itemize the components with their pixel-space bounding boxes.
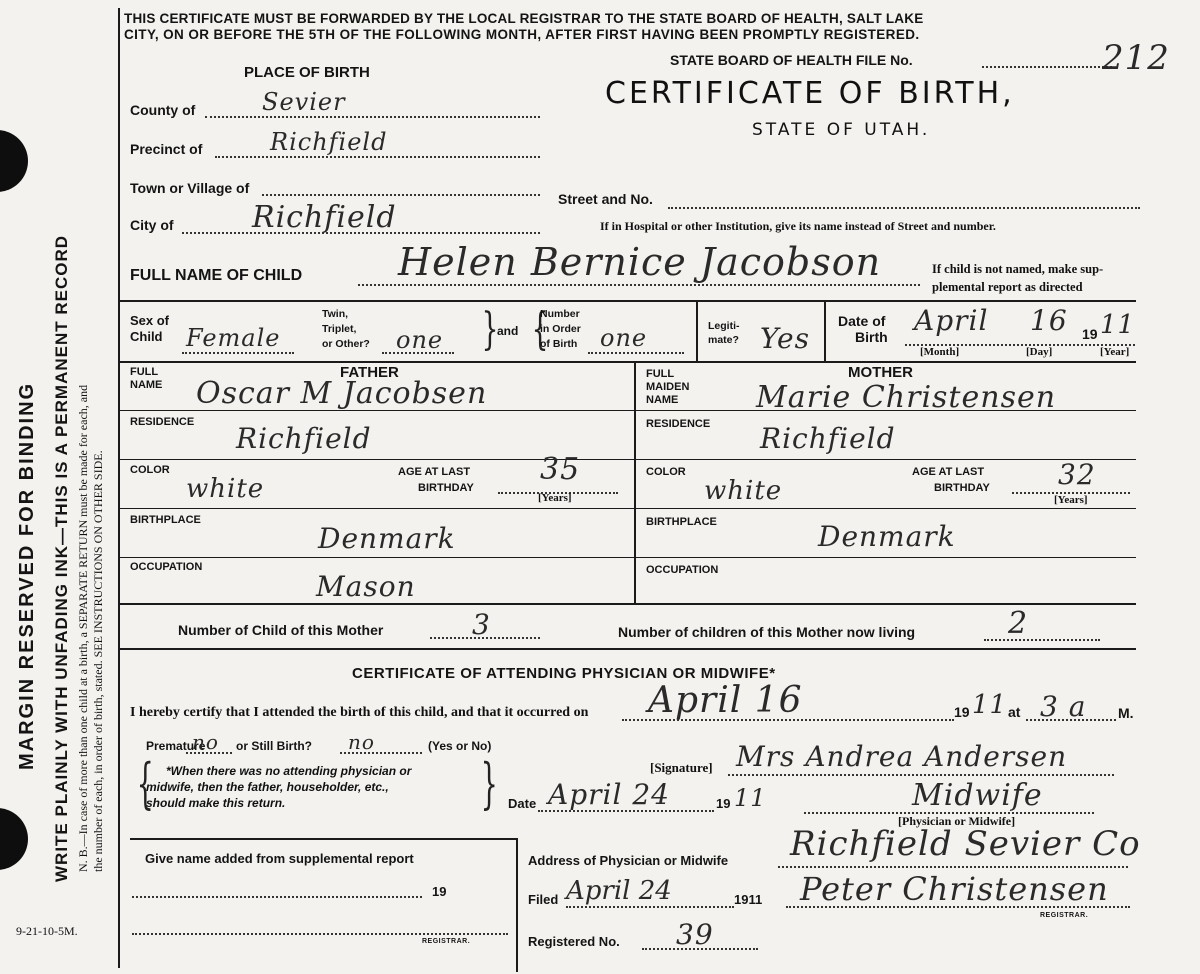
day-caption: [Day] xyxy=(1026,346,1053,358)
child-name-note-2: plemental report as directed xyxy=(932,280,1083,294)
filed-date: April 24 xyxy=(566,876,672,906)
registrar-signature: Peter Christensen xyxy=(800,870,1109,908)
dob-day: 16 xyxy=(1030,304,1068,337)
twin-label-3: or Other? xyxy=(322,338,370,350)
physician-address: Richfield Sevier Co xyxy=(790,824,1141,864)
registrar-caption: REGISTRAR. xyxy=(1040,912,1089,919)
supplemental-label: Give name added from supplemental report xyxy=(145,851,414,866)
year-caption: [Year] xyxy=(1100,346,1130,358)
binding-hole-bottom xyxy=(0,808,28,870)
street-label: Street and No. xyxy=(558,191,653,207)
signed-date: April 24 xyxy=(548,778,670,811)
mother-residence-label: RESIDENCE xyxy=(646,418,711,430)
mother-color-value: white xyxy=(704,476,783,506)
birth-certificate: MARGIN RESERVED FOR BINDING WRITE PLAINLY WITH UNFADING INK—THIS IS A PERMANENT RECORD N. B.—In case of more than one child at a birth, a SEPARATE RETURN must be made for each, and the number of each, in order of birth, stated. SEE INSTRUCTIONS ON OTHER SIDE. 9-21-10-5M. THIS CERTIFICATE MUST BE FORWARDED BY THE LOCAL REGISTRAR TO THE STATE BOARD OF HEALTH, SALT LAKE CITY, ON OR BEFORE THE 5TH OF THE FOLLOWING MONTH, AFTER FIRST HAVING BEEN PROMPTLY REGISTERED. STATE BOARD OF HEALTH FILE No. 212 CERTIFICATE OF BIRTH, STATE OF UTAH. PLACE OF BIRTH County of Sevier Precinct of Richfield Town or Village of City of Richfield Street and No. If in Hospital or other Institution, give its name instead of Street and number. FULL NAME OF CHILD Helen Bernice Jacobson If child is not named, make sup- plemental report as directed Sex of Child Female Twin, Triplet, or Other? one } and { Number in Order of Birth one Legiti- mate? Yes Date of Birth April 16 19 11 [Month] [Day] [Year] FULL NAME FATHER Oscar M Jacobsen RESIDENCE Richfield COLOR white AGE AT LAST BIRTHDAY 35 [Years] BIRTHPLACE Denmark OCCUPATION Mason FULL MAIDEN NAME MOTHER Marie Christensen RESIDENCE Richfield COLOR white AGE AT LAST BIRTHDAY 32 [Years] BIRTHPLACE Denmark OCCUPATION Number of Child of this Mother 3 Number of children of this Mother now living 2 CERTIFICATE OF ATTENDING PHYSICIAN OR MIDWIFE* I hereby certify that I attended the birth of this child, and that it occurred on April 16 19 11 at 3 a M. Premature no or Still Birth? no (Yes or No) { *When there was no attending physician or midwife, then the father, householder, etc., should make this return. } [Signature] Mrs Andrea Andersen Date April 24 19 11 Midwife [Physician or Midwife] Address of Physician or Midwife Richfield Sevier Co Give name added from supplemental report 19 REGISTRAR. Filed April 24 1911 Peter Christensen REGISTRAR. Registered No. 39 xyxy=(0,0,1200,974)
order-value: one xyxy=(600,324,648,352)
attended-birth-date: April 16 xyxy=(648,680,803,721)
twin-value: one xyxy=(396,326,444,354)
father-name-label-1: FULL xyxy=(130,366,159,378)
precinct-label: Precinct of xyxy=(130,141,203,157)
registered-number-label: Registered No. xyxy=(528,934,620,949)
dob-label-1: Date of xyxy=(838,313,886,329)
state-title: STATE OF UTAH. xyxy=(752,120,931,140)
legit-label-1: Legiti- xyxy=(708,320,740,332)
sex-label-1: Sex of xyxy=(130,313,170,328)
file-number: 212 xyxy=(1102,38,1170,78)
place-of-birth-heading: PLACE OF BIRTH xyxy=(244,64,370,81)
mother-years-caption: [Years] xyxy=(1054,494,1088,506)
mother-birthplace-label: BIRTHPLACE xyxy=(646,516,717,528)
supplemental-registrar-caption: REGISTRAR. xyxy=(422,938,471,945)
address-label: Address of Physician or Midwife xyxy=(528,853,729,868)
premature-value: no xyxy=(192,730,219,754)
child-name-value: Helen Bernice Jacobson xyxy=(398,240,882,284)
mother-age-label-2: BIRTHDAY xyxy=(934,482,990,494)
father-age-label-1: AGE AT LAST xyxy=(398,466,471,478)
file-number-label: STATE BOARD OF HEALTH FILE No. xyxy=(670,52,913,68)
mother-color-label: COLOR xyxy=(646,466,686,478)
header-line-2: CITY, ON OR BEFORE THE 5TH OF THE FOLLOWING MONTH, AFTER FIRST HAVING BEEN PROMPTLY REGISTERED. xyxy=(124,27,920,42)
dob-label-2: Birth xyxy=(855,329,888,345)
precinct-value: Richfield xyxy=(270,128,388,156)
mother-age-label-1: AGE AT LAST xyxy=(912,466,985,478)
m-label: M. xyxy=(1118,705,1134,721)
mother-birthplace-value: Denmark xyxy=(818,520,956,553)
physician-role: Midwife xyxy=(912,778,1043,813)
father-residence-value: Richfield xyxy=(236,422,372,455)
header-line-1: THIS CERTIFICATE MUST BE FORWARDED BY THE LOCAL REGISTRAR TO THE STATE BOARD OF HEALTH, SALT LAKE xyxy=(124,11,924,26)
father-years-caption: [Years] xyxy=(538,492,572,504)
permanent-record-text: WRITE PLAINLY WITH UNFADING INK—THIS IS A PERMANENT RECORD xyxy=(52,234,71,882)
certificate-title: CERTIFICATE OF BIRTH, xyxy=(605,76,1015,111)
father-age-value: 35 xyxy=(540,452,581,487)
attended-year: 11 xyxy=(972,690,1008,720)
twin-label-2: Triplet, xyxy=(322,323,357,335)
child-number-value: 3 xyxy=(472,608,491,641)
legit-label-2: mate? xyxy=(708,334,739,346)
father-residence-label: RESIDENCE xyxy=(130,416,195,428)
note-line-3: should make this return. xyxy=(146,796,286,810)
order-label-1: Number xyxy=(540,308,580,320)
sex-label-2: Child xyxy=(130,329,163,344)
sex-value: Female xyxy=(186,324,281,352)
margin-reserved-text: MARGIN RESERVED FOR BINDING xyxy=(16,381,38,770)
legit-value: Yes xyxy=(760,322,810,355)
date-label: Date xyxy=(508,796,537,811)
order-label-2: in Order xyxy=(540,323,581,335)
nb-note-line2: the number of each, in order of birth, stated. SEE INSTRUCTIONS ON OTHER SIDE. xyxy=(91,450,105,872)
physician-heading: CERTIFICATE OF ATTENDING PHYSICIAN OR MIDWIFE* xyxy=(352,665,776,682)
role-caption: [Physician or Midwife] xyxy=(898,814,1016,828)
father-name-value: Oscar M Jacobsen xyxy=(196,376,488,411)
month-caption: [Month] xyxy=(920,346,960,358)
mother-name-value: Marie Christensen xyxy=(756,380,1057,415)
premature-label: Premature xyxy=(146,739,206,753)
and-label: and xyxy=(497,324,519,338)
at-label: at xyxy=(1008,704,1021,720)
child-name-label: FULL NAME OF CHILD xyxy=(130,267,303,284)
mother-heading: MOTHER xyxy=(848,364,913,381)
county-value: Sevier xyxy=(262,88,346,116)
twin-label-1: Twin, xyxy=(322,308,349,320)
note-line-1: *When there was no attending physician or xyxy=(166,764,412,778)
child-number-label: Number of Child of this Mother xyxy=(178,622,384,638)
nb-note-line1: N. B.—In case of more than one child at a birth, a SEPARATE RETURN must be made for each, and xyxy=(76,384,90,872)
father-color-value: white xyxy=(186,474,265,504)
father-occupation-label: OCCUPATION xyxy=(130,561,203,573)
birth-time-value: 3 a xyxy=(1040,690,1087,723)
supplemental-year: 19 xyxy=(432,884,447,899)
certify-text: I hereby certify that I attended the birth of this child, and that it occurred on xyxy=(130,705,589,720)
still-birth-value: no xyxy=(348,730,375,754)
father-color-label: COLOR xyxy=(130,464,170,476)
city-label: City of xyxy=(130,217,174,233)
county-label: County of xyxy=(130,102,196,118)
town-label: Town or Village of xyxy=(130,180,250,196)
filed-label: Filed xyxy=(528,892,559,907)
signed-year: 11 xyxy=(734,784,767,812)
father-name-label-2: NAME xyxy=(130,379,163,391)
mother-name-label-3: NAME xyxy=(646,394,679,406)
still-birth-label: or Still Birth? xyxy=(236,739,312,753)
attended-year-prefix: 19 xyxy=(954,704,970,720)
physician-signature: Mrs Andrea Andersen xyxy=(736,740,1068,773)
dob-year-prefix: 19 xyxy=(1082,326,1098,342)
living-children-value: 2 xyxy=(1008,606,1029,641)
signature-label: [Signature] xyxy=(650,760,713,775)
mother-name-label-1: FULL xyxy=(646,368,675,380)
mother-residence-value: Richfield xyxy=(760,422,896,455)
father-heading: FATHER xyxy=(340,364,399,381)
mother-name-label-2: MAIDEN xyxy=(646,381,690,393)
city-value: Richfield xyxy=(252,200,397,235)
father-birthplace-value: Denmark xyxy=(318,522,456,555)
mother-age-value: 32 xyxy=(1058,458,1096,491)
yes-no-label: (Yes or No) xyxy=(428,739,492,753)
signed-year-prefix: 19 xyxy=(716,796,731,811)
hospital-note: If in Hospital or other Institution, give its name instead of Street and number. xyxy=(600,219,996,233)
order-label-3: of Birth xyxy=(540,338,578,350)
registered-number: 39 xyxy=(676,918,714,951)
father-age-label-2: BIRTHDAY xyxy=(418,482,474,494)
father-birthplace-label: BIRTHPLACE xyxy=(130,514,201,526)
filed-year: 1911 xyxy=(734,892,763,907)
living-children-label: Number of children of this Mother now living xyxy=(618,624,916,640)
note-line-2: midwife, then the father, householder, etc., xyxy=(146,780,389,794)
left-border xyxy=(118,8,120,968)
mother-occupation-label: OCCUPATION xyxy=(646,564,719,576)
dob-year: 11 xyxy=(1100,310,1136,340)
father-occupation-value: Mason xyxy=(316,570,416,603)
form-code: 9-21-10-5M. xyxy=(16,924,78,938)
dob-month: April xyxy=(914,304,989,337)
child-name-note-1: If child is not named, make sup- xyxy=(932,262,1104,276)
binding-hole-top xyxy=(0,130,28,192)
